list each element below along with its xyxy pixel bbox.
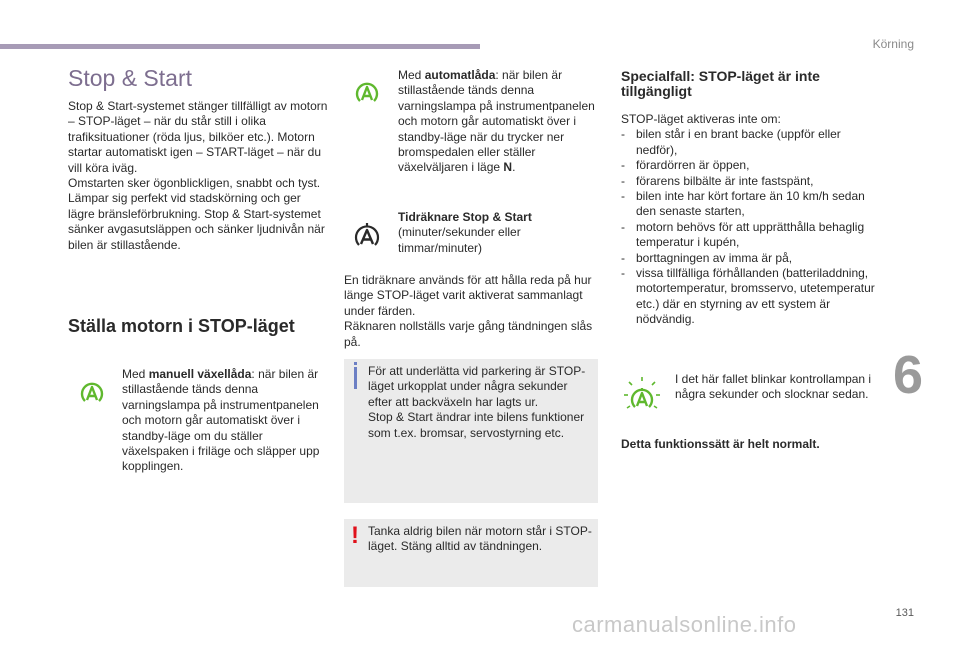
page-title: Stop & Start (68, 65, 193, 91)
counter-title: Tidräknare Stop & Start (398, 210, 532, 224)
stop-start-counter-icon (351, 220, 383, 252)
manual-prefix: Med (122, 367, 149, 381)
counter-info-text: En tidräknare används för att hålla reda på hur länge STOP-läget varit aktiverat sammanlagt under färden. Räknaren nollställs varje gång tändningen slås på. (344, 273, 593, 349)
normal-behaviour-text: Detta funktionssätt är helt normalt. (621, 437, 820, 451)
header-bar (0, 44, 480, 49)
condition-item: - förarens bilbälte är inte fastspänt, (621, 174, 881, 189)
info-box (344, 359, 598, 503)
condition-item: - bilen står i en brant backe (uppför eller nedför), (621, 127, 881, 158)
manual-gearbox-text (122, 367, 322, 475)
counter-text (398, 210, 588, 256)
stop-mode-heading: Ställa motorn i STOP-läget (68, 316, 295, 336)
info-box-text: För att underlätta vid parkering är STOP-läget urkopplat under några sekunder efter att backväxeln har lagts ur. Stop & Start ändrar inte bilens funktioner som t.ex. bromsar, servostyrning etc. (368, 364, 586, 440)
automatic-gearbox-text (398, 68, 598, 176)
condition-item: - bilen inte har kört fortare än 10 km/h sedan den senaste starten, (621, 189, 881, 220)
info-icon (354, 367, 357, 389)
section-title: Körning (872, 37, 914, 51)
auto-stop-a-icon (354, 80, 380, 106)
auto-bold: automatlåda (424, 68, 496, 82)
manual-bold: manuell växellåda (148, 367, 252, 381)
warning-box (344, 519, 598, 587)
warning-exclamation-icon: ! (351, 522, 359, 549)
intro-text: Stop & Start-systemet stänger tillfälligt av motorn – STOP-läget – när du står still i olika trafiksituationer (röda ljus, bilköer etc.). Motorn startar automatiskt igen – START-läget – när du vill köra iväg. Omstarten sker ögonblickligen, snabbt och tyst. Lämpar sig perfekt vid stadskörning och ger lägre bränsleförbrukning. Stop & Start-systemet sänker avgasutsläppen och sänker ljudnivån när bilen är stillastående. (68, 99, 328, 252)
condition-item: - förardörren är öppen, (621, 158, 881, 173)
auto-end: . (512, 160, 516, 175)
condition-item: - vissa tillfälliga förhållanden (batteriladdning, motortemperatur, bromsservo, utetemperatur etc.) där en styrning av ett system är nödvändig. (621, 266, 881, 328)
page-number: 131 (895, 607, 914, 619)
counter-units: (minuter/sekunder eller timmar/minuter) (398, 225, 521, 255)
special-case-heading: Specialfall: STOP-läget är inte tillgängligt (621, 68, 820, 99)
chapter-number: 6 (893, 345, 924, 405)
blink-text: I det här fallet blinkar kontrollampan i några sekunder och slocknar sedan. (675, 372, 872, 402)
condition-item: - borttagningen av imma är på, (621, 251, 881, 266)
watermark: carmanualsonline.info (572, 612, 797, 637)
manual-rest: : när bilen är stillastående tänds denna varningslampa på instrumentpanelen och motorn går automatiskt över i standby-läge om du ställer växelspaken i friläge och släpper upp kopplingen. (122, 367, 320, 474)
auto-mode-n: N (503, 160, 513, 175)
auto-rest: : när bilen är stillastående tänds denna varningslampa på instrumentpanelen och motorn går automatiskt över i standby-läge när du trycker ner bromspedalen eller ställer växelväljaren i läge (398, 68, 595, 175)
blinking-auto-stop-icon (622, 376, 662, 416)
warning-box-text: Tanka aldrig bilen när motorn står i STOP-läget. Stäng alltid av tändningen. (368, 524, 592, 554)
special-conditions (621, 112, 881, 328)
special-intro: STOP-läget aktiveras inte om: (621, 112, 781, 126)
auto-prefix: Med (398, 68, 425, 82)
auto-stop-a-icon (79, 380, 105, 406)
condition-item: - motorn behövs för att upprätthålla behaglig temperatur i kupén, (621, 220, 881, 251)
